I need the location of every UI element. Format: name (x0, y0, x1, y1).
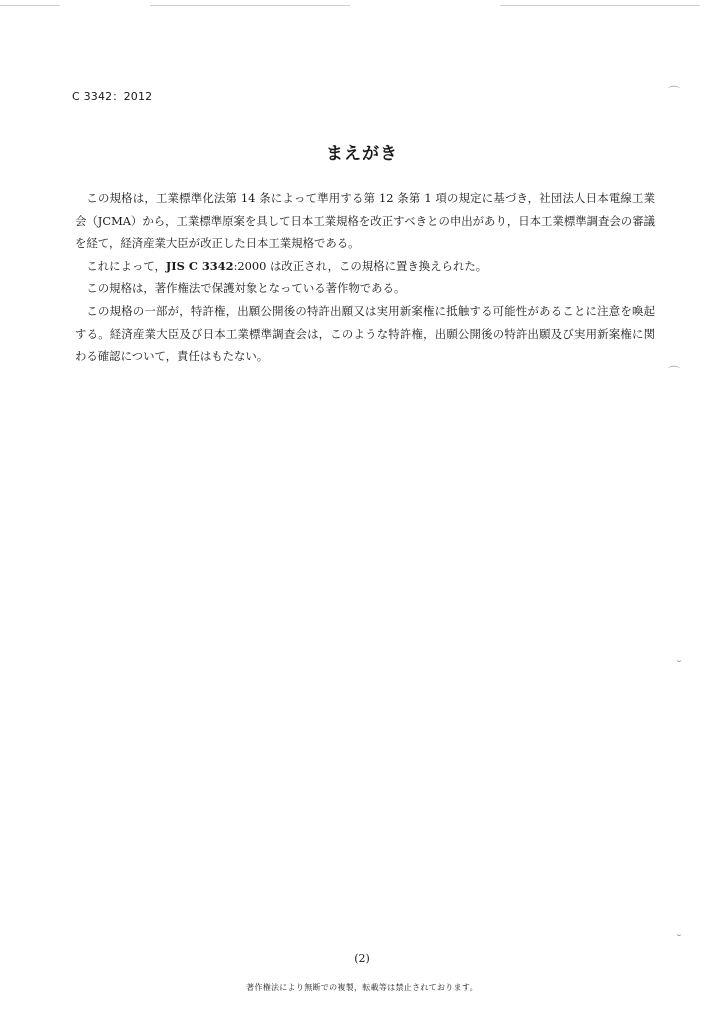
binding-mark: ⌒ (668, 85, 681, 99)
page-title: まえがき (326, 144, 398, 164)
binding-mark: ⌒ (668, 365, 681, 379)
page-number: (2) (354, 952, 370, 965)
revision-suffix: は改正され，この規格に置き換えられた。 (266, 258, 488, 273)
paragraph-patent-notice: この規格の一部が，特許権，出願公開後の特許出願又は実用新案権に抵触する可能性があることに注意を喚起する。経済産業大臣及び日本工業標準調査会は，このような特許権，出願公開後の特許出願及び実用新案権に関わる確認について，責任はもたない。 (75, 303, 655, 364)
paragraph-revision (75, 255, 655, 278)
scan-edge-line (150, 5, 350, 6)
scan-edge-line (500, 5, 700, 6)
revision-ref-year: :2000 (233, 258, 267, 273)
document-id: C 3342：2012 (72, 90, 153, 103)
binding-mark: ˘ (676, 659, 682, 673)
paragraph-copyright: この規格は，著作権法で保護対象となっている著作物である。 (86, 281, 406, 296)
paragraph-standard-basis: この規格は，工業標準化法第 14 条によって準用する第 12 条第 1 項の規定に基づき，社団法人日本電線工業会（JCMA）から，工業標準原案を具して日本工業規格を改正すべきとの申出があり，日本工業標準調査会の審議を経て，経済産業大臣が改正した日本工業規格である。 (75, 191, 655, 251)
binding-mark: ˘ (676, 933, 682, 947)
revision-prefix: これによって， (86, 258, 166, 273)
revision-ref-code: JIS C 3342 (165, 258, 234, 273)
scan-edge-line (0, 5, 60, 6)
foreword-body (75, 187, 655, 368)
copyright-footer: 著作権法により無断での複製，転載等は禁止されております。 (246, 983, 478, 992)
